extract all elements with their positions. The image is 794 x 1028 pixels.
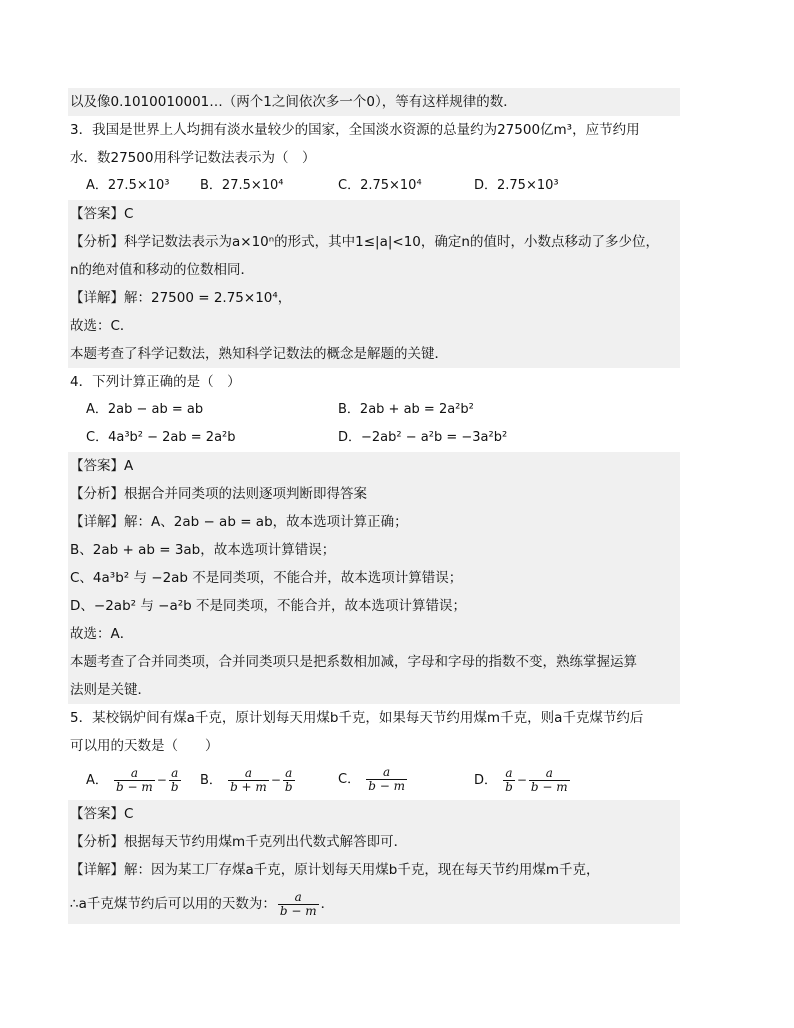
denominator: b − m bbox=[116, 780, 153, 794]
fraction bbox=[283, 767, 295, 794]
numerator: a bbox=[169, 767, 181, 781]
comment-line-cont: 法则是关键． bbox=[68, 676, 680, 704]
choice-line: 故选：A． bbox=[68, 620, 680, 648]
question-4-options-row-2 bbox=[86, 424, 680, 452]
detail-line-d: D、−2ab² 与 −a²b 不是同类项，不能合并，故本选项计算错误； bbox=[68, 592, 680, 620]
denominator: b bbox=[170, 780, 179, 794]
fraction bbox=[366, 766, 407, 793]
answer-line: 【答案】C bbox=[68, 800, 680, 828]
denominator: b − m bbox=[279, 903, 317, 918]
minus-sign: − bbox=[516, 773, 527, 787]
option-c: C．4a³b² − 2ab = 2a²b bbox=[86, 430, 236, 445]
numerator: a bbox=[228, 767, 269, 781]
analysis-line: 【分析】科学记数法表示为a×10ⁿ的形式，其中1≤|a|<10，确定n的值时，小数点移动了多少位， bbox=[68, 228, 680, 256]
result-prefix: ∴a千克煤节约后可以用的天数为： bbox=[70, 896, 276, 912]
analysis-line: 【分析】根据每天节约用煤m千克列出代数式解答即可． bbox=[68, 828, 680, 856]
question-3-stem: 3．我国是世界上人均拥有淡水量较少的国家，全国淡水资源的总量约为27500亿m³，应节约用 bbox=[70, 122, 640, 138]
numerator: a bbox=[503, 767, 515, 781]
numerator: a bbox=[529, 767, 570, 781]
document-page bbox=[68, 88, 680, 924]
detail-line-c: C、4a³b² 与 −2ab 不是同类项，不能合并，故本选项计算错误； bbox=[68, 564, 680, 592]
choice-line: 故选：C． bbox=[68, 312, 680, 340]
option-b: B．27.5×10⁴ bbox=[200, 178, 284, 193]
option-d: D．−2ab² − a²b = −3a²b² bbox=[338, 430, 508, 445]
denominator: b − m bbox=[368, 779, 405, 793]
answer-line: 【答案】A bbox=[68, 452, 680, 480]
detail-line-b: B、2ab + ab = 3ab，故本选项计算错误； bbox=[68, 536, 680, 564]
fraction bbox=[169, 767, 181, 794]
detail-line: 【详解】解：27500 = 2.75×10⁴， bbox=[68, 284, 680, 312]
minus-sign: − bbox=[270, 773, 281, 787]
fraction bbox=[278, 891, 319, 918]
question-5-stem: 5．某校锅炉间有煤a千克，原计划每天用煤b千克，如果每天节约用煤m千克，则a千克煤节约后 bbox=[70, 710, 644, 726]
text-line: 以及像0.1010010001…（两个1之间依次多一个0），等有这样规律的数． bbox=[68, 88, 680, 116]
option-d bbox=[474, 760, 572, 800]
analysis-line-cont: n的绝对值和移动的位数相同． bbox=[68, 256, 680, 284]
detail-result-line bbox=[68, 884, 680, 924]
question-4-options-row-1 bbox=[86, 396, 680, 424]
numerator: a bbox=[366, 766, 407, 780]
option-a: A．2ab − ab = ab bbox=[86, 402, 204, 417]
option-c bbox=[338, 760, 474, 800]
option-label: C． bbox=[338, 772, 361, 787]
numerator: a bbox=[114, 767, 155, 781]
option-b: B．2ab + ab = 2a²b² bbox=[338, 402, 474, 417]
denominator: b − m bbox=[530, 780, 568, 794]
denominator: b + m bbox=[230, 780, 267, 794]
option-label: B． bbox=[200, 773, 222, 788]
question-3-stem-cont: 水．数27500用科学记数法表示为（ ） bbox=[70, 150, 316, 166]
answer-line: 【答案】C bbox=[68, 200, 680, 228]
denominator: b bbox=[505, 780, 513, 794]
option-b bbox=[200, 760, 338, 800]
detail-line: 【详解】解：因为某工厂存煤a千克，原计划每天用煤b千克，现在每天节约用煤m千克， bbox=[68, 856, 680, 884]
numerator: a bbox=[283, 767, 295, 781]
option-c: C．2.75×10⁴ bbox=[338, 178, 422, 193]
fraction bbox=[114, 767, 155, 794]
comment-line: 本题考查了合并同类项，合并同类项只是把系数相加减，字母和字母的指数不变，熟练掌握运算 bbox=[68, 648, 680, 676]
option-d: D．2.75×10³ bbox=[474, 178, 559, 193]
question-5-options bbox=[86, 760, 680, 800]
option-label: D． bbox=[474, 773, 498, 788]
option-label: A． bbox=[86, 773, 108, 788]
minus-sign: − bbox=[156, 773, 167, 787]
result-suffix: ． bbox=[320, 896, 335, 912]
option-a: A．27.5×10³ bbox=[86, 178, 170, 193]
numerator: a bbox=[278, 891, 319, 905]
fraction bbox=[503, 767, 515, 794]
comment-line: 本题考查了科学记数法，熟知科学记数法的概念是解题的关键． bbox=[68, 340, 680, 368]
question-4-stem: 4．下列计算正确的是（ ） bbox=[70, 374, 241, 390]
option-a bbox=[86, 760, 200, 800]
question-3-options bbox=[86, 172, 680, 200]
question-5-stem-cont: 可以用的天数是（ ） bbox=[70, 738, 219, 754]
detail-line: 【详解】解：A、2ab − ab = ab，故本选项计算正确； bbox=[68, 508, 680, 536]
denominator: b bbox=[284, 780, 293, 794]
fraction bbox=[228, 767, 269, 794]
analysis-line: 【分析】根据合并同类项的法则逐项判断即得答案 bbox=[68, 480, 680, 508]
fraction bbox=[529, 767, 570, 794]
